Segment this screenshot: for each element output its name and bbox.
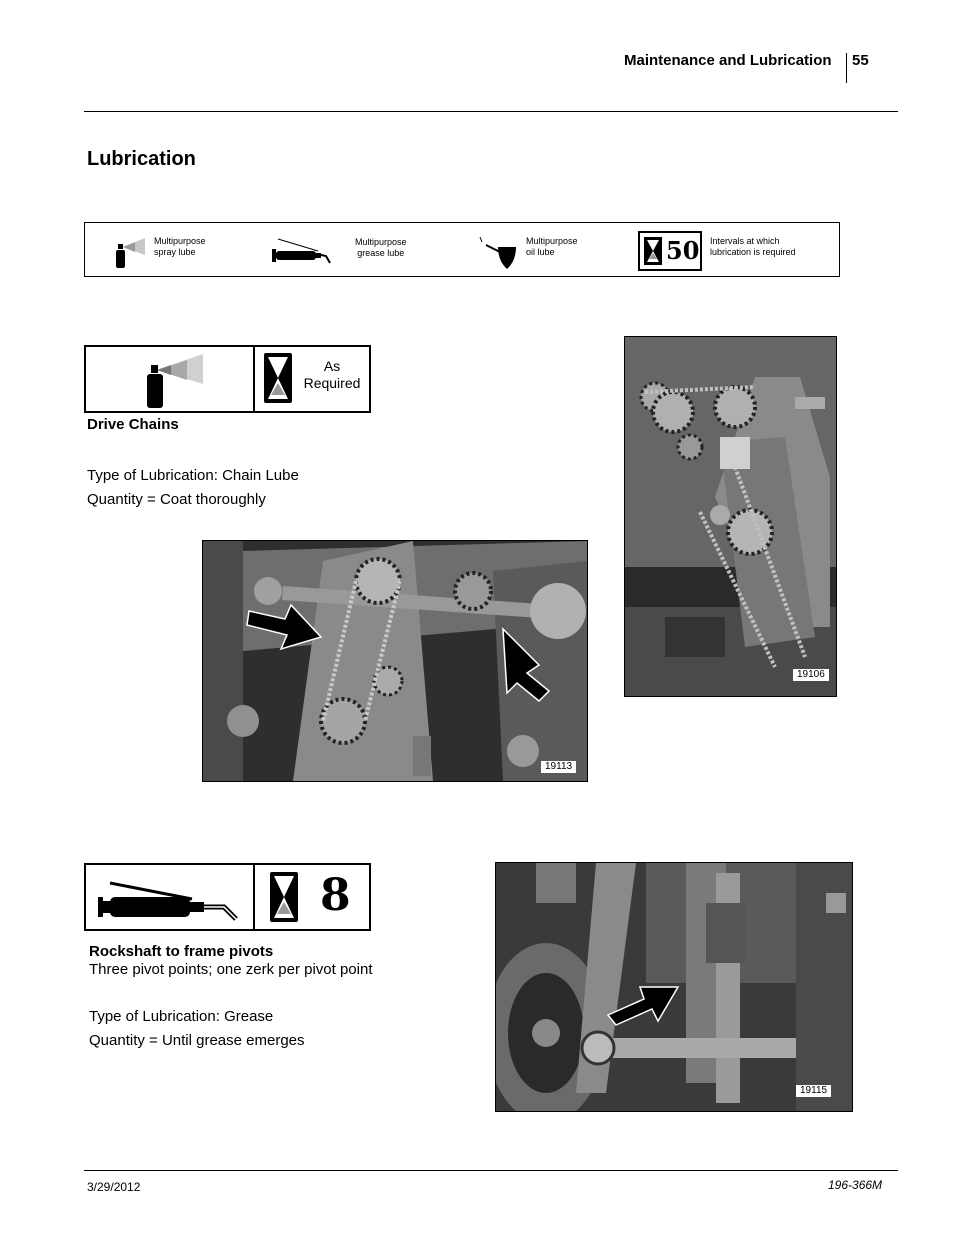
interval-legend-number: 50: [666, 236, 700, 265]
rockshaft-heading: Rockshaft to frame pivots: [89, 943, 274, 960]
figure-number-19113: 19113: [541, 761, 576, 773]
hourglass-icon: [644, 237, 662, 265]
legend-spray-label: Multipurpose spray lube: [154, 236, 206, 257]
bottom-rule: [84, 1170, 898, 1171]
drive-chains-photo-art: [203, 541, 587, 781]
grease-cell: [86, 865, 255, 929]
header-separator: [846, 53, 847, 83]
hourglass-icon: [264, 353, 292, 403]
drive-chains-type: Type of Lubrication: Chain Lube: [87, 467, 299, 484]
drive-chains-photo: [202, 540, 588, 782]
drive-chains-side-photo: [624, 336, 837, 697]
legend-oil-label: Multipurpose oil lube: [526, 236, 578, 257]
drive-chains-icon-box: [84, 345, 371, 413]
rockshaft-type: Type of Lubrication: Grease: [89, 1008, 274, 1025]
drive-chains-side-photo-art: [625, 337, 836, 696]
grease-gun-icon: [96, 873, 246, 921]
rockshaft-photo: [495, 862, 853, 1112]
interval-legend-box: [638, 231, 702, 271]
legend-grease-label: Multipurpose grease lube: [355, 237, 407, 258]
interval-number: 8: [320, 870, 351, 921]
spray-cell: [86, 347, 255, 411]
figure-number-19106: 19106: [793, 669, 829, 681]
rockshaft-icon-box: [84, 863, 371, 931]
spray-can-icon: [143, 352, 205, 408]
section-title: Maintenance and Lubrication: [624, 52, 832, 69]
page-number: 55: [852, 52, 869, 69]
hourglass-icon: [270, 872, 298, 922]
rockshaft-description: Three pivot points; one zerk per pivot point: [89, 961, 373, 978]
grease-gun-icon: [270, 235, 332, 269]
legend-interval-label: Intervals at which lubrication is required: [710, 236, 796, 257]
rockshaft-photo-art: [496, 863, 852, 1111]
lubrication-legend: [84, 222, 840, 277]
oil-can-icon: [478, 233, 518, 271]
document-number: 196-366M: [828, 1178, 883, 1192]
rockshaft-quantity: Quantity = Until grease emerges: [89, 1032, 305, 1049]
page-title: Lubrication: [87, 148, 196, 170]
figure-number-19115: 19115: [796, 1085, 831, 1097]
as-required-label: As Required: [303, 358, 361, 391]
drive-chains-quantity: Quantity = Coat thoroughly: [87, 491, 266, 508]
drive-chains-heading: Drive Chains: [87, 416, 179, 433]
spray-can-icon: [113, 233, 149, 269]
top-rule: [84, 111, 898, 112]
footer-date: 3/29/2012: [87, 1180, 141, 1194]
